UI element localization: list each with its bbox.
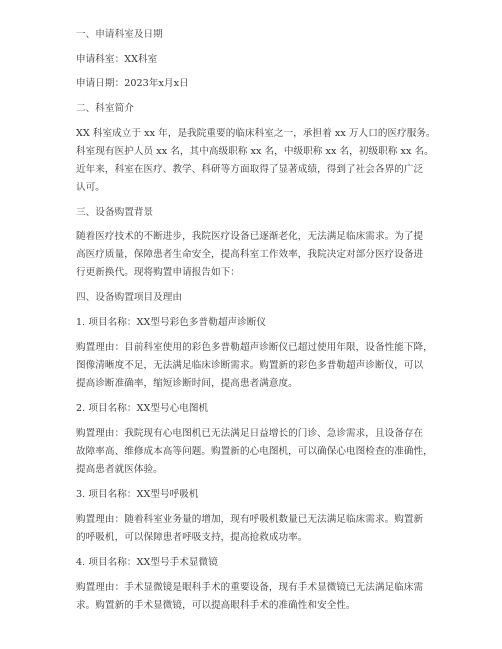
paragraph-line: 行更新换代。现将购置申请报告如下： <box>76 267 240 278</box>
item-reason-line: 购置理由：目前科室使用的彩色多普勒超声诊断仪已超过使用年限，设备性能下降， <box>76 342 433 353</box>
item-reason-line: 购置理由：我院现有心电图机已无法满足日益增长的门诊、急诊需求，且设备存在 <box>76 428 424 439</box>
paragraph-line: 高医疗质量，保障患者生命安全，提高科室工作效率，我院决定对部分医疗设备进 <box>76 249 424 260</box>
item-name-3: 3. 项目名称：XX型号呼吸机 <box>76 489 199 500</box>
paragraph-line: 认可。 <box>76 182 105 193</box>
section-heading-4: 四、设备购置项目及理由 <box>76 292 183 303</box>
item-reason-line: 求。购置新的手术显微镜，可以提高眼科手术的准确性和安全性。 <box>76 600 356 611</box>
item-reason-line: 故障率高、维修成本高等问题。购置新的心电图机，可以确保心电图检查的准确性， <box>76 446 433 457</box>
paragraph-line: XX 科室成立于 xx 年，是我院重要的临床科室之一，承担着 xx 万人口的医疗服务。 <box>76 128 436 139</box>
department-line: 申请科室：XX科室 <box>76 54 158 65</box>
item-reason-line: 提高患者就医体验。 <box>76 464 163 475</box>
item-reason-line: 购置理由：手术显微镜是眼科手术的重要设备，现有手术显微镜已无法满足临床需 <box>76 582 424 593</box>
item-name-4: 4. 项目名称：XX型号手术显微镜 <box>76 557 218 568</box>
section-heading-2: 二、科室简介 <box>76 103 134 114</box>
item-reason-line: 购置理由：随着科室业务量的增加，现有呼吸机数量已无法满足临床需求。购置新 <box>76 514 424 525</box>
date-line: 申请日期：2023年x月x日 <box>76 78 189 89</box>
paragraph-line: 科室现有医护人员 xx 名，其中高级职称 xx 名，中级职称 xx 名，初级职称 xx 名。 <box>76 146 434 157</box>
item-name-2: 2. 项目名称：XX型号心电图机 <box>76 403 209 414</box>
item-reason-line: 图像清晰度不足，无法满足临床诊断需求。购置新的彩色多普勒超声诊断仪，可以 <box>76 360 424 371</box>
section-heading-1: 一、申请科室及日期 <box>76 29 163 40</box>
item-name-1: 1. 项目名称：XX型号彩色多普勒超声诊断仪 <box>76 317 267 328</box>
item-reason-line: 提高诊断准确率，缩短诊断时间，提高患者满意度。 <box>76 378 298 389</box>
paragraph-line: 随着医疗技术的不断进步，我院医疗设备已逐渐老化，无法满足临床需求。为了提 <box>76 231 424 242</box>
item-reason-line: 的呼吸机，可以保障患者呼吸支持，提高抢救成功率。 <box>76 532 308 543</box>
section-heading-3: 三、设备购置背景 <box>76 207 154 218</box>
paragraph-line: 近年来，科室在医疗、教学、科研等方面取得了显著成绩，得到了社会各界的广泛 <box>76 164 424 175</box>
